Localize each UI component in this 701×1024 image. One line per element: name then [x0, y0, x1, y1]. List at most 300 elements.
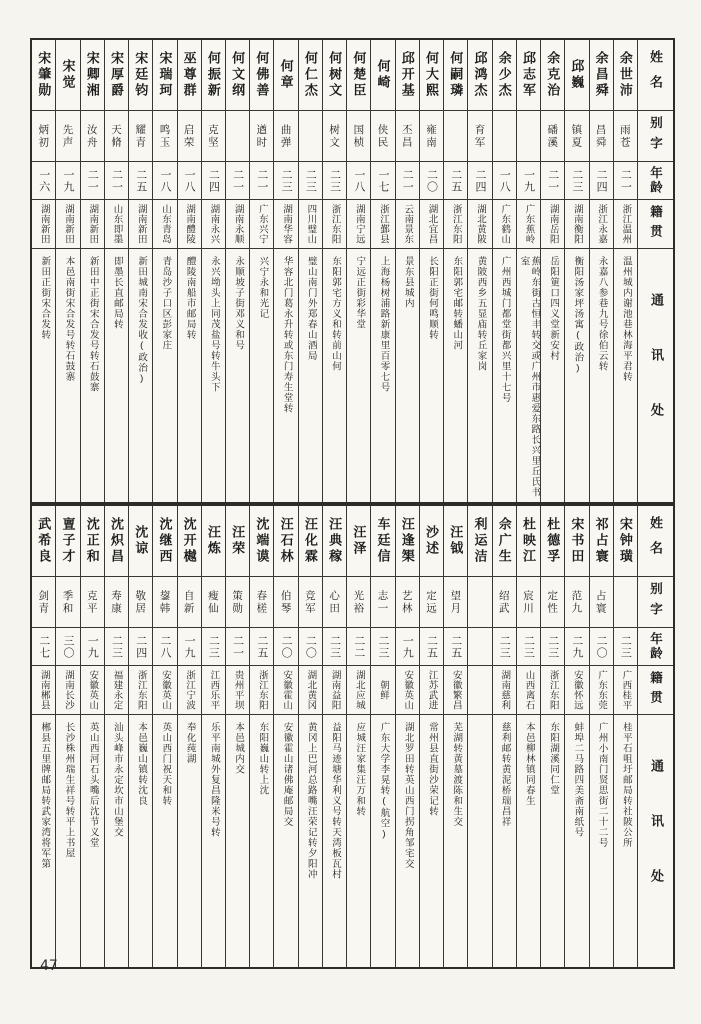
entry-age: 二三: [614, 628, 637, 666]
entry-column: [298, 506, 322, 967]
entry-age: 一八: [153, 162, 176, 200]
entry-courtesy-name: 瘦仙: [202, 577, 225, 628]
entry-age: 一九: [81, 628, 104, 666]
entry-native-place: 湖北宜昌: [420, 200, 443, 249]
entry-address: 黄陂西乡五显庙转丘家岗: [475, 256, 487, 372]
entry-name: 巫尊群: [178, 40, 201, 111]
entry-column: [613, 40, 637, 502]
entry-courtesy-name: 光裕: [347, 577, 370, 628]
entry-name: 邱开基: [396, 40, 419, 111]
entry-name: 武希良: [32, 506, 55, 577]
entry-address: 奉化莼湖: [184, 722, 196, 764]
entry-native-place: 安徽英山: [81, 666, 104, 715]
entry-age: 二五: [129, 162, 152, 200]
entry-age: 二三: [299, 162, 322, 200]
entry-name: 宋书田: [565, 506, 588, 577]
entry-address: 本邑柳林镇同春生: [523, 722, 535, 806]
entry-column: [443, 506, 467, 967]
entry-column: [104, 40, 128, 502]
entry-column: [80, 40, 104, 502]
entry-courtesy-name: 国桢: [347, 111, 370, 162]
entry-name: 宋廷钧: [129, 40, 152, 111]
entry-column: [225, 40, 249, 502]
entry-age: 二四: [468, 162, 491, 200]
entry-column: [201, 506, 225, 967]
entry-native-place: 安徽繁昌: [444, 666, 467, 715]
entry-native-place: 浙江东阳: [323, 200, 346, 249]
entry-age: [468, 628, 491, 666]
entry-native-place: 朝鲜: [371, 666, 394, 715]
row-header-courtesy: 别字: [638, 577, 673, 628]
entry-name: 宋肇勋: [32, 40, 55, 111]
directory-table-top: [30, 38, 675, 504]
entry-column: [55, 506, 79, 967]
entry-courtesy-name: 春槎: [250, 577, 273, 628]
entry-native-place: 浙江东阳: [444, 200, 467, 249]
entry-age: 三〇: [56, 628, 79, 666]
entry-native-place: 江苏武进: [420, 666, 443, 715]
entry-courtesy-name: 鸣玉: [153, 111, 176, 162]
entry-column: [613, 506, 637, 967]
row-header-address: 通讯处: [638, 249, 673, 502]
entry-address: 乐平南城外复昌隆米号转: [208, 722, 220, 838]
entry-courtesy-name: 耀青: [129, 111, 152, 162]
entry-name: 杜映江: [517, 506, 540, 577]
entry-age: 二〇: [299, 628, 322, 666]
entry-age: 二五: [444, 162, 467, 200]
entry-name: 何文纲: [226, 40, 249, 111]
entry-courtesy-name: 宸川: [517, 577, 540, 628]
entry-column: [370, 40, 394, 502]
entry-courtesy-name: [517, 111, 540, 162]
entry-name: 沈继西: [153, 506, 176, 577]
entry-address: 应城汪家集汪万和转: [354, 722, 366, 817]
entry-native-place: 广东蕉岭: [517, 200, 540, 249]
entry-native-place: 广东鹤山: [493, 200, 516, 249]
entry-address: 郴县五里牌邮局转武家湾将军第: [39, 722, 51, 869]
entry-native-place: 湖南永顺: [226, 200, 249, 249]
row-header-address: 通讯处: [638, 715, 673, 967]
entry-age: 二三: [371, 628, 394, 666]
entry-courtesy-name: 范九: [565, 577, 588, 628]
entry-age: 一七: [371, 162, 394, 200]
entry-native-place: [468, 666, 491, 715]
entry-column: [225, 506, 249, 967]
entry-address: 蚌埠二马路四美斋南纸号: [572, 722, 584, 838]
entry-address: 湖北罗田转英山西门拐角邹宅交: [402, 722, 414, 869]
entry-address: 上海杨树浦路新康里百零七号: [378, 256, 390, 393]
entry-courtesy-name: 启荣: [178, 111, 201, 162]
entry-address: 东阳巍山转上沈: [257, 722, 269, 796]
entry-name: 汪石林: [274, 506, 297, 577]
entry-age: 二一: [541, 162, 564, 200]
entry-column: [540, 506, 564, 967]
entry-column: [249, 40, 273, 502]
entry-native-place: 安徽怀远: [565, 666, 588, 715]
entry-column: [32, 506, 55, 967]
entry-address: 黄冈上巴河总路嘴汪荣记转夕阳冲: [305, 722, 317, 880]
entry-address: 桂平石咀圩邮局转社陂公所: [620, 722, 632, 848]
entry-address: 新田中正街宋合发号转石鼓寨: [87, 256, 99, 393]
entry-native-place: 湖南新田: [56, 200, 79, 249]
entry-column: [104, 506, 128, 967]
entry-age: 二三: [541, 628, 564, 666]
entry-address: 慈利邮转黄泥桥瑞昌祥: [499, 722, 511, 827]
entry-name: 何佛善: [250, 40, 273, 111]
entry-address: 新田正街宋合发转: [39, 256, 51, 340]
entry-name: 何崎: [371, 40, 394, 111]
entry-age: 一九: [396, 628, 419, 666]
entry-courtesy-name: 昌舜: [590, 111, 613, 162]
entry-column: [55, 40, 79, 502]
entry-courtesy-name: [299, 111, 322, 162]
entry-name: 沈炽昌: [105, 506, 128, 577]
entry-native-place: 浙江永嘉: [590, 200, 613, 249]
entry-age: 二八: [153, 628, 176, 666]
entry-address: 华容北门葛永升转或东门寿生堂转: [281, 256, 293, 414]
entry-courtesy-name: 寿康: [105, 577, 128, 628]
entry-courtesy-name: 鋆韩: [153, 577, 176, 628]
entry-column: [467, 506, 491, 967]
entry-age: 二一: [105, 162, 128, 200]
entry-age: 一八: [493, 162, 516, 200]
entry-age: 二〇: [590, 628, 613, 666]
entry-age: 二三: [565, 162, 588, 200]
entry-address: 东阳郭宅方义和转前山何: [330, 256, 342, 372]
entry-native-place: 湖南衡阳: [565, 200, 588, 249]
entry-courtesy-name: 克坚: [202, 111, 225, 162]
entry-native-place: 湖南华容: [274, 200, 297, 249]
entry-courtesy-name: 占寰: [590, 577, 613, 628]
entry-address: 温州城内谢池巷林海平君转: [620, 256, 632, 382]
entry-address: 汕头峰市永定坎市山堡交: [111, 722, 123, 838]
entry-courtesy-name: 雨苍: [614, 111, 637, 162]
entry-name: 宋卿湘: [81, 40, 104, 111]
entry-courtesy-name: 镇夏: [565, 111, 588, 162]
entry-address: 英山西河石头嘴后沈节义堂: [87, 722, 99, 848]
entry-age: 二七: [32, 628, 55, 666]
entry-column: [80, 506, 104, 967]
entry-age: 二一: [250, 162, 273, 200]
entry-native-place: 湖南益阳: [323, 666, 346, 715]
entry-age: 二一: [226, 162, 249, 200]
entry-courtesy-name: 竞军: [299, 577, 322, 628]
entry-address: 长阳正街何鸣顺转: [426, 256, 438, 340]
entry-name: 何树文: [323, 40, 346, 111]
entry-native-place: 福建永定: [105, 666, 128, 715]
entry-age: 二四: [590, 162, 613, 200]
entry-courtesy-name: 志一: [371, 577, 394, 628]
entry-age: 二三: [323, 162, 346, 200]
entry-native-place: 安徽霍山: [274, 666, 297, 715]
entry-address: 广州小南门贤思街二十二号: [596, 722, 608, 848]
entry-column: [32, 40, 55, 502]
entry-address: 芜湖转黄墓渡陈和生交: [451, 722, 463, 827]
entry-courtesy-name: 育军: [468, 111, 491, 162]
entry-name: 沙述: [420, 506, 443, 577]
entry-address: 本邑巍山镇转沈良: [136, 722, 148, 806]
entry-age: 二五: [250, 628, 273, 666]
row-header-name: 姓名: [638, 40, 673, 111]
entry-address: 即墨长直邮局转: [111, 256, 123, 330]
entry-native-place: 江西乐平: [202, 666, 225, 715]
entry-age: 二四: [202, 162, 225, 200]
entry-name: 汪化霖: [299, 506, 322, 577]
entry-name: 利运洁: [468, 506, 491, 577]
entry-native-place: 安徽英山: [396, 666, 419, 715]
entry-age: 一八: [347, 162, 370, 200]
entry-address: 广州西城门都堂街都兴里十七号: [499, 256, 511, 403]
entry-native-place: 山东即墨: [105, 200, 128, 249]
entry-address: 兴宁永和光记: [257, 256, 269, 319]
entry-courtesy-name: 定远: [420, 577, 443, 628]
entry-name: 宋瑞珂: [153, 40, 176, 111]
entry-column: [128, 40, 152, 502]
entry-age: 二三: [517, 628, 540, 666]
entry-native-place: 湖南岳阳: [541, 200, 564, 249]
entry-age: 二一: [226, 628, 249, 666]
entry-column: [564, 40, 588, 502]
entry-native-place: 四川璧山: [299, 200, 322, 249]
entry-name: 宋觉: [56, 40, 79, 111]
entry-column: [322, 506, 346, 967]
entry-age: 一八: [178, 162, 201, 200]
entry-courtesy-name: 先声: [56, 111, 79, 162]
entry-column: [322, 40, 346, 502]
entry-column: [201, 40, 225, 502]
entry-native-place: 湖南长沙: [56, 666, 79, 715]
entry-name: 邱鸿杰: [468, 40, 491, 111]
entry-courtesy-name: 丕昌: [396, 111, 419, 162]
entry-address: 永兴坳头上同茂盐号转牛头下: [208, 256, 220, 393]
entry-column: [346, 506, 370, 967]
entry-name: 佘广生: [493, 506, 516, 577]
entry-column: [177, 506, 201, 967]
row-header-column: [637, 506, 673, 967]
entry-column: [419, 40, 443, 502]
entry-age: 一九: [56, 162, 79, 200]
entry-address: 宁远正街彩华堂: [354, 256, 366, 330]
entry-courtesy-name: 汝舟: [81, 111, 104, 162]
entry-address: 永顺坡子街邓义和号: [233, 256, 245, 351]
entry-age: 二九: [565, 628, 588, 666]
entry-name: 汪荣: [226, 506, 249, 577]
entry-column: [152, 506, 176, 967]
entry-native-place: 贵州平坝: [226, 666, 249, 715]
entry-courtesy-name: 克平: [81, 577, 104, 628]
entry-native-place: 湖北黄陂: [468, 200, 491, 249]
entry-native-place: 湖南醴陵: [178, 200, 201, 249]
entry-address: 东阳湖溪同仁堂: [548, 722, 560, 796]
entry-column: [128, 506, 152, 967]
entry-native-place: 浙江温州: [614, 200, 637, 249]
entry-native-place: 云南景东: [396, 200, 419, 249]
entry-name: 汪泽: [347, 506, 370, 577]
entry-address: 长沙株州瑞生祥号转平上书屋: [63, 722, 75, 859]
entry-name: 杜德孚: [541, 506, 564, 577]
entry-age: 二三: [493, 628, 516, 666]
entry-address: 醴陵南船市邮局转: [184, 256, 196, 340]
entry-name: 余少杰: [493, 40, 516, 111]
entry-courtesy-name: 天脩: [105, 111, 128, 162]
entry-courtesy-name: 自新: [178, 577, 201, 628]
row-header-name: 姓名: [638, 506, 673, 577]
entry-address: 青岛沙子口区彭家庄: [160, 256, 172, 351]
entry-column: [249, 506, 273, 967]
entry-address: 本邑城内交: [233, 722, 245, 775]
entry-name: 汪炼: [202, 506, 225, 577]
entry-native-place: 浙江宁波: [178, 666, 201, 715]
entry-courtesy-name: 策勋: [226, 577, 249, 628]
entry-name: 宋钟璜: [614, 506, 637, 577]
entry-name: 何仁杰: [299, 40, 322, 111]
entry-courtesy-name: 定性: [541, 577, 564, 628]
entry-address: 永嘉八参巷九号徐伯云转: [596, 256, 608, 372]
row-header-courtesy: 别字: [638, 111, 673, 162]
entry-courtesy-name: 侠民: [371, 111, 394, 162]
entry-courtesy-name: 炳初: [32, 111, 55, 162]
entry-age: 二〇: [274, 628, 297, 666]
entry-native-place: 安徽英山: [153, 666, 176, 715]
entry-name: 祁占寰: [590, 506, 613, 577]
entry-name: 何嗣璘: [444, 40, 467, 111]
entry-name: 车廷信: [371, 506, 394, 577]
entry-native-place: 湖南新田: [129, 200, 152, 249]
entry-name: 沈开樾: [178, 506, 201, 577]
entry-name: 沈端谟: [250, 506, 273, 577]
row-header-age: 年龄: [638, 628, 673, 666]
row-header-column: [637, 40, 673, 502]
row-header-native: 籍贯: [638, 200, 673, 249]
entry-column: [564, 506, 588, 967]
entry-address: 璧山南门外郑春山酒局: [305, 256, 317, 361]
entry-column: [516, 506, 540, 967]
entry-address: 广东大学李晃转(航空): [378, 722, 390, 841]
entry-column: [467, 40, 491, 502]
entry-name: 汪典稼: [323, 506, 346, 577]
entry-courtesy-name: 曲弹: [274, 111, 297, 162]
entry-address: 岳阳筻口四义堂新安村: [548, 256, 560, 361]
entry-address: 新田城南宋合发收(政治): [136, 256, 148, 385]
entry-native-place: 湖南新田: [81, 200, 104, 249]
entry-name: 宋厚爵: [105, 40, 128, 111]
entry-column: [273, 506, 297, 967]
entry-courtesy-name: [468, 577, 491, 628]
entry-native-place: 湖南永兴: [202, 200, 225, 249]
entry-column: [516, 40, 540, 502]
entry-address: 安徽霍山诸佛庵邮局交: [281, 722, 293, 827]
entry-courtesy-name: 绍武: [493, 577, 516, 628]
entry-age: 二三: [105, 628, 128, 666]
page-number: 47: [40, 958, 58, 974]
entry-courtesy-name: [444, 111, 467, 162]
entry-age: 二五: [420, 628, 443, 666]
entry-name: 余昌舜: [590, 40, 613, 111]
entry-name: 邱巍: [565, 40, 588, 111]
entry-courtesy-name: 季和: [56, 577, 79, 628]
entry-courtesy-name: 伯琴: [274, 577, 297, 628]
entry-courtesy-name: [226, 111, 249, 162]
entry-column: [589, 506, 613, 967]
entry-column: [589, 40, 613, 502]
entry-native-place: 浙江东阳: [541, 666, 564, 715]
entry-age: 二三: [202, 628, 225, 666]
entry-age: 一六: [32, 162, 55, 200]
entry-column: [273, 40, 297, 502]
entry-column: [370, 506, 394, 967]
entry-name: 邱志军: [517, 40, 540, 111]
entry-address: 英山西门祝天和转: [160, 722, 172, 806]
entry-address: 常州县直街沙荣记转: [426, 722, 438, 817]
entry-name: 汪逢榘: [396, 506, 419, 577]
entry-name: 亶子才: [56, 506, 79, 577]
entry-column: [152, 40, 176, 502]
entry-column: [395, 506, 419, 967]
entry-address: 景东县城内: [402, 256, 414, 309]
entry-age: 二二: [347, 628, 370, 666]
entry-courtesy-name: 树文: [323, 111, 346, 162]
entry-native-place: 湖南宁远: [347, 200, 370, 249]
entry-age: 一九: [517, 162, 540, 200]
entry-address: 本邑南街宋合发号转石鼓寨: [63, 256, 75, 382]
entry-address: 蕉岭东街古恒丰转交或广州市惠爱东路长兴里丘氏书室: [518, 256, 541, 498]
entry-name: 余克治: [541, 40, 564, 111]
entry-name: 沈正和: [81, 506, 104, 577]
entry-column: [443, 40, 467, 502]
entry-age: 二三: [274, 162, 297, 200]
entry-column: [298, 40, 322, 502]
entry-courtesy-name: [493, 111, 516, 162]
entry-age: 一九: [178, 628, 201, 666]
entry-native-place: 山东青岛: [153, 200, 176, 249]
entry-courtesy-name: 敬居: [129, 577, 152, 628]
row-header-age: 年龄: [638, 162, 673, 200]
entry-age: 二一: [396, 162, 419, 200]
entry-courtesy-name: 艺林: [396, 577, 419, 628]
entry-column: [492, 40, 516, 502]
entry-native-place: 广西桂平: [614, 666, 637, 715]
entry-address: 东阳郭宅邮转蟠山河: [451, 256, 463, 351]
entry-name: 何楚臣: [347, 40, 370, 111]
entry-age: 二一: [81, 162, 104, 200]
entry-courtesy-name: 磻溪: [541, 111, 564, 162]
entry-address: [468, 715, 491, 967]
entry-age: 二一: [614, 162, 637, 200]
entry-native-place: 浙江东阳: [250, 666, 273, 715]
directory-table-bottom: [30, 504, 675, 969]
entry-column: [177, 40, 201, 502]
entry-name: 何章: [274, 40, 297, 111]
entry-address: 衡阳汤家坪汤寓(政治): [572, 256, 584, 375]
entry-column: [395, 40, 419, 502]
entry-native-place: 湖北黄冈: [299, 666, 322, 715]
entry-native-place: 湖北应城: [347, 666, 370, 715]
entry-courtesy-name: 雍南: [420, 111, 443, 162]
entry-native-place: 湖南慈利: [493, 666, 516, 715]
entry-name: 何大熙: [420, 40, 443, 111]
entry-native-place: 山西离石: [517, 666, 540, 715]
entry-native-place: 广东兴宁: [250, 200, 273, 249]
entry-courtesy-name: 剑青: [32, 577, 55, 628]
entry-courtesy-name: 望月: [444, 577, 467, 628]
entry-courtesy-name: [614, 577, 637, 628]
entry-age: 二三: [323, 628, 346, 666]
entry-name: 何振新: [202, 40, 225, 111]
entry-native-place: 广东东莞: [590, 666, 613, 715]
entry-courtesy-name: 遒时: [250, 111, 273, 162]
entry-address: 益阳马迹塘华利义号转天湾板瓦村: [330, 722, 342, 880]
entry-age: 二〇: [420, 162, 443, 200]
